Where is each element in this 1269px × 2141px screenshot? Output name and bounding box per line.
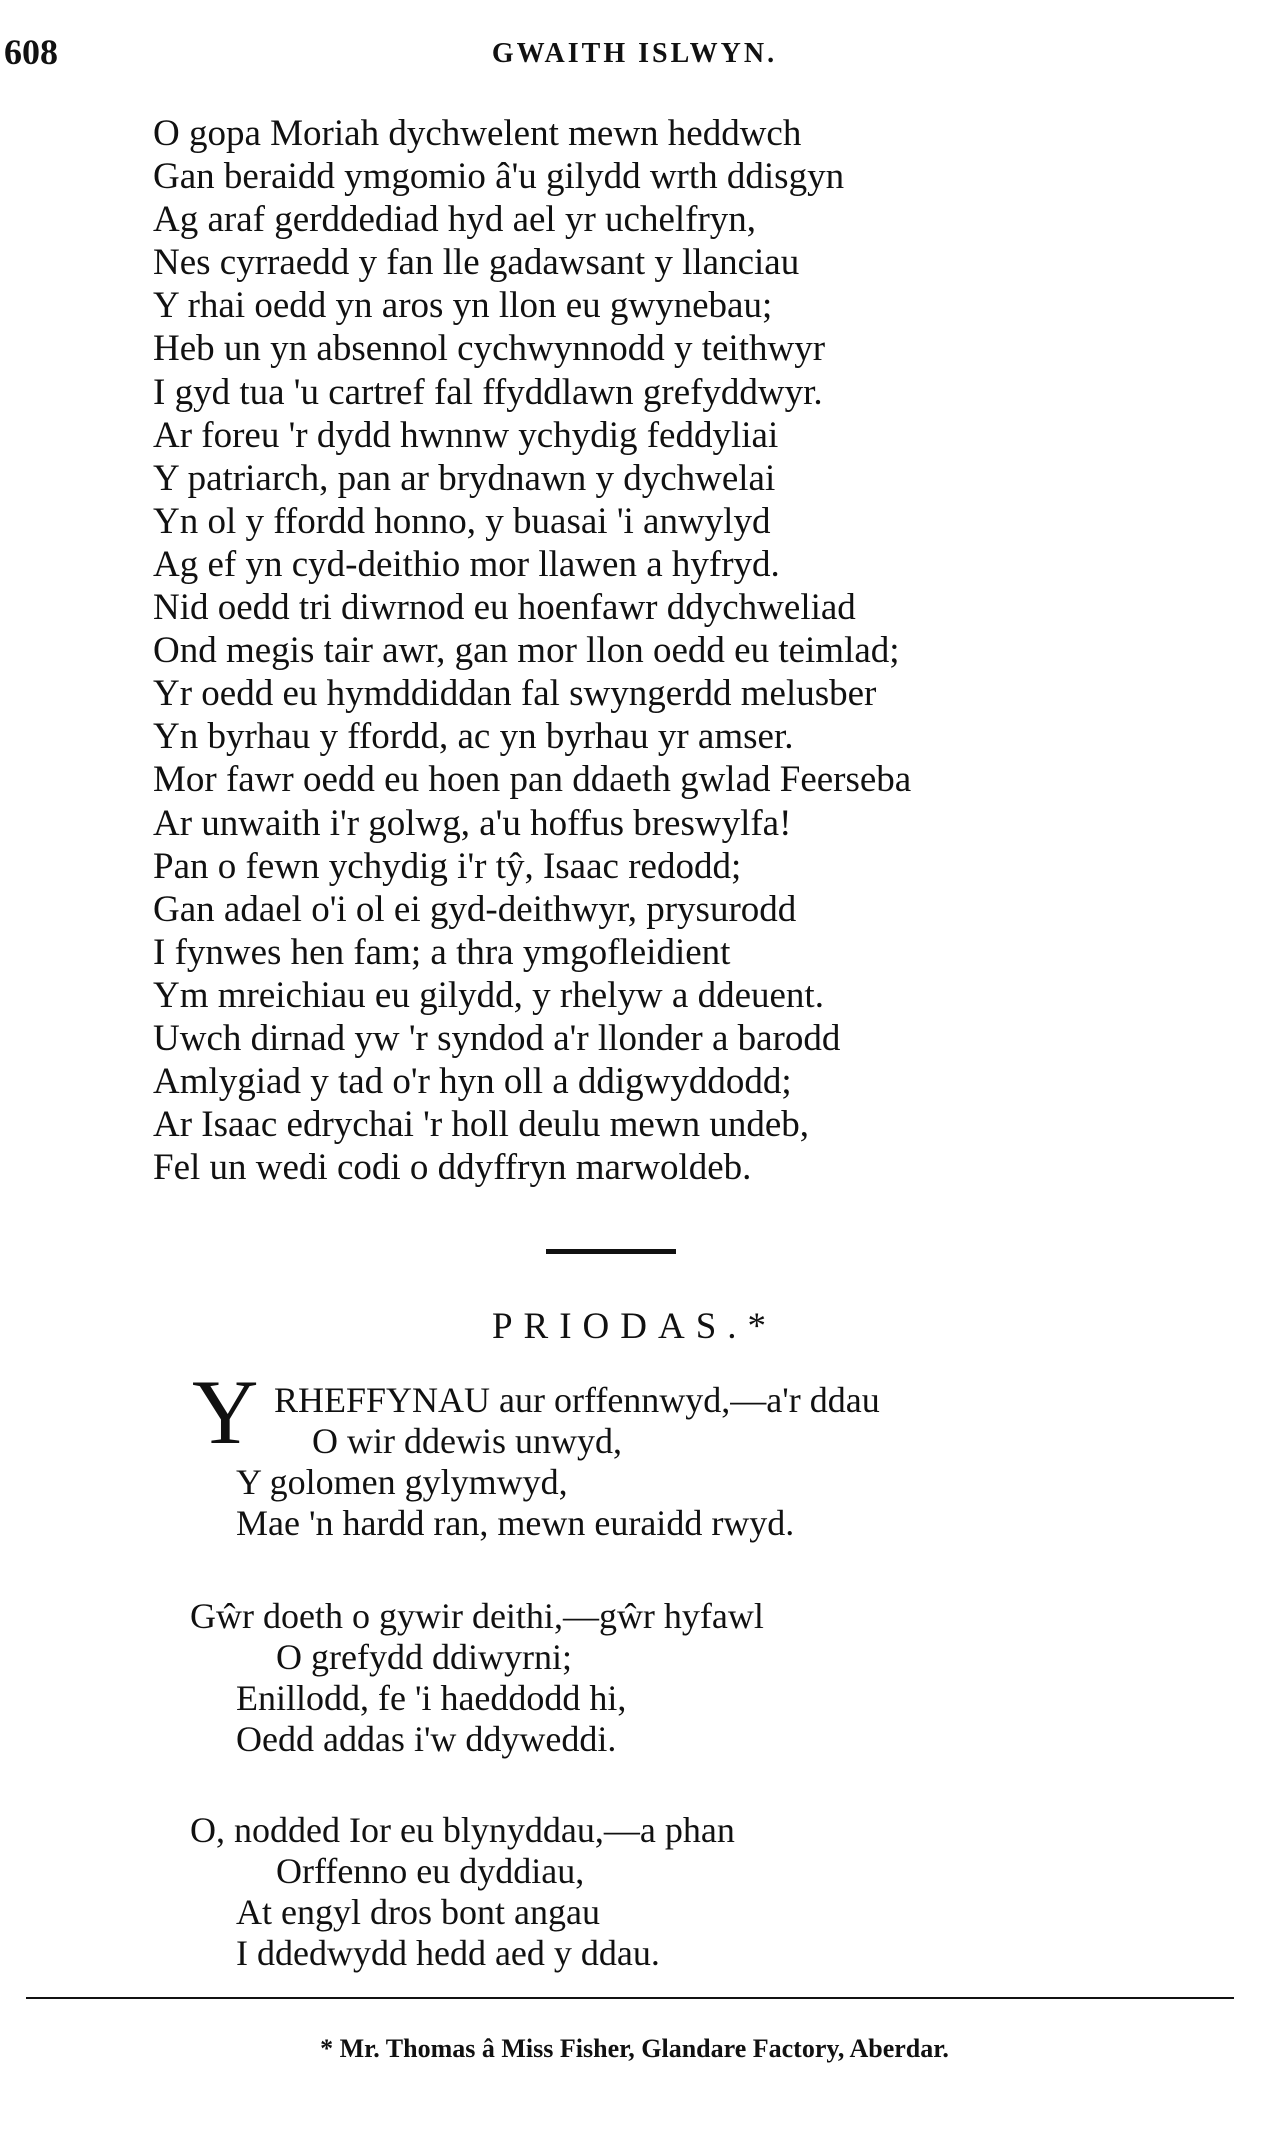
stanza-line: O, nodded Ior eu blynyddau,—a phan	[190, 1810, 735, 1850]
stanza-line: Gŵr doeth o gywir deithi,—gŵr hyfawl	[190, 1596, 764, 1636]
poem-line: Nid oedd tri diwrnod eu hoenfawr ddychweliad	[153, 587, 856, 629]
stanza-line: Mae 'n hardd ran, mewn euraidd rwyd.	[236, 1503, 795, 1543]
poem-line: Ond megis tair awr, gan mor llon oedd eu teimlad;	[153, 630, 900, 672]
stanza-line: O wir ddewis unwyd,	[312, 1421, 622, 1461]
poem-line: I gyd tua 'u cartref fal ffyddlawn grefyddwyr.	[153, 371, 823, 413]
poem-line: Fel un wedi codi o ddyffryn marwoldeb.	[153, 1147, 752, 1189]
poem-line: Ag araf gerddediad hyd ael yr uchelfryn,	[153, 199, 757, 241]
drop-cap: Y	[192, 1361, 259, 1463]
poem-line: Ar Isaac edrychai 'r holl deulu mewn undeb,	[153, 1104, 809, 1146]
poem-line: I fynwes hen fam; a thra ymgofleidient	[153, 931, 731, 973]
poem-line: Heb un yn absennol cychwynnodd y teithwyr	[153, 328, 826, 370]
section-title: PRIODAS.*	[491, 1306, 778, 1347]
poem-line: Yr oedd eu hymddiddan fal swyngerdd melusber	[153, 673, 877, 715]
poem-line: Yn byrhau y ffordd, ac yn byrhau yr amser.	[153, 716, 794, 758]
footnote-rule	[26, 1997, 1234, 1999]
poem-line: Uwch dirnad yw 'r syndod a'r llonder a barodd	[153, 1017, 841, 1059]
stanza-line: Enillodd, fe 'i haeddodd hi,	[236, 1678, 627, 1718]
poem-line: Ar foreu 'r dydd hwnnw ychydig feddyliai	[153, 414, 779, 456]
stanza-line: I ddedwydd hedd aed y ddau.	[236, 1933, 660, 1973]
poem-line: Y rhai oedd yn aros yn llon eu gwynebau;	[153, 285, 773, 327]
poem-line: Ar unwaith i'r golwg, a'u hoffus breswylfa!	[153, 802, 792, 844]
stanza-line: RHEFFYNAU aur orffennwyd,—a'r ddau	[274, 1380, 880, 1420]
poem-line: Yn ol y ffordd honno, y buasai 'i anwylyd	[153, 500, 771, 542]
poem-line: Y patriarch, pan ar brydnawn y dychwelai	[153, 457, 776, 499]
poem-line: Gan beraidd ymgomio â'u gilydd wrth ddisgyn	[153, 156, 845, 198]
footnote: * Mr. Thomas â Miss Fisher, Glandare Factory, Aberdar.	[320, 2034, 949, 2063]
running-head: GWAITH ISLWYN.	[491, 38, 778, 69]
stanza-line: Orffenno eu dyddiau,	[276, 1851, 585, 1891]
stanza-line: O grefydd ddiwyrni;	[276, 1637, 572, 1677]
poem-line: O gopa Moriah dychwelent mewn heddwch	[153, 113, 802, 154]
poem-line: Gan adael o'i ol ei gyd-deithwyr, prysurodd	[153, 888, 797, 930]
poem-line: Pan o fewn ychydig i'r tŷ, Isaac redodd;	[153, 845, 742, 887]
page-number: 608	[4, 32, 58, 72]
poem-line: Amlygiad y tad o'r hyn oll a ddigwyddodd;	[153, 1061, 792, 1103]
stanza-line: At engyl dros bont angau	[236, 1892, 600, 1932]
poem-line: Mor fawr oedd eu hoen pan ddaeth gwlad Feerseba	[153, 759, 912, 801]
stanza-line: Y golomen gylymwyd,	[236, 1462, 568, 1502]
stanza-line: Oedd addas i'w ddyweddi.	[236, 1719, 617, 1759]
stanza-3	[190, 1810, 735, 1974]
poem-body	[153, 112, 911, 1189]
stanza-2	[190, 1596, 764, 1760]
poem-line: Nes cyrraedd y fan lle gadawsant y llanciau	[153, 242, 800, 284]
section-divider	[546, 1249, 676, 1254]
stanza-1	[226, 1380, 880, 1544]
poem-line: Ym mreichiau eu gilydd, y rhelyw a ddeuent.	[153, 974, 824, 1016]
poem-line: Ag ef yn cyd-deithio mor llawen a hyfryd.	[153, 543, 780, 585]
